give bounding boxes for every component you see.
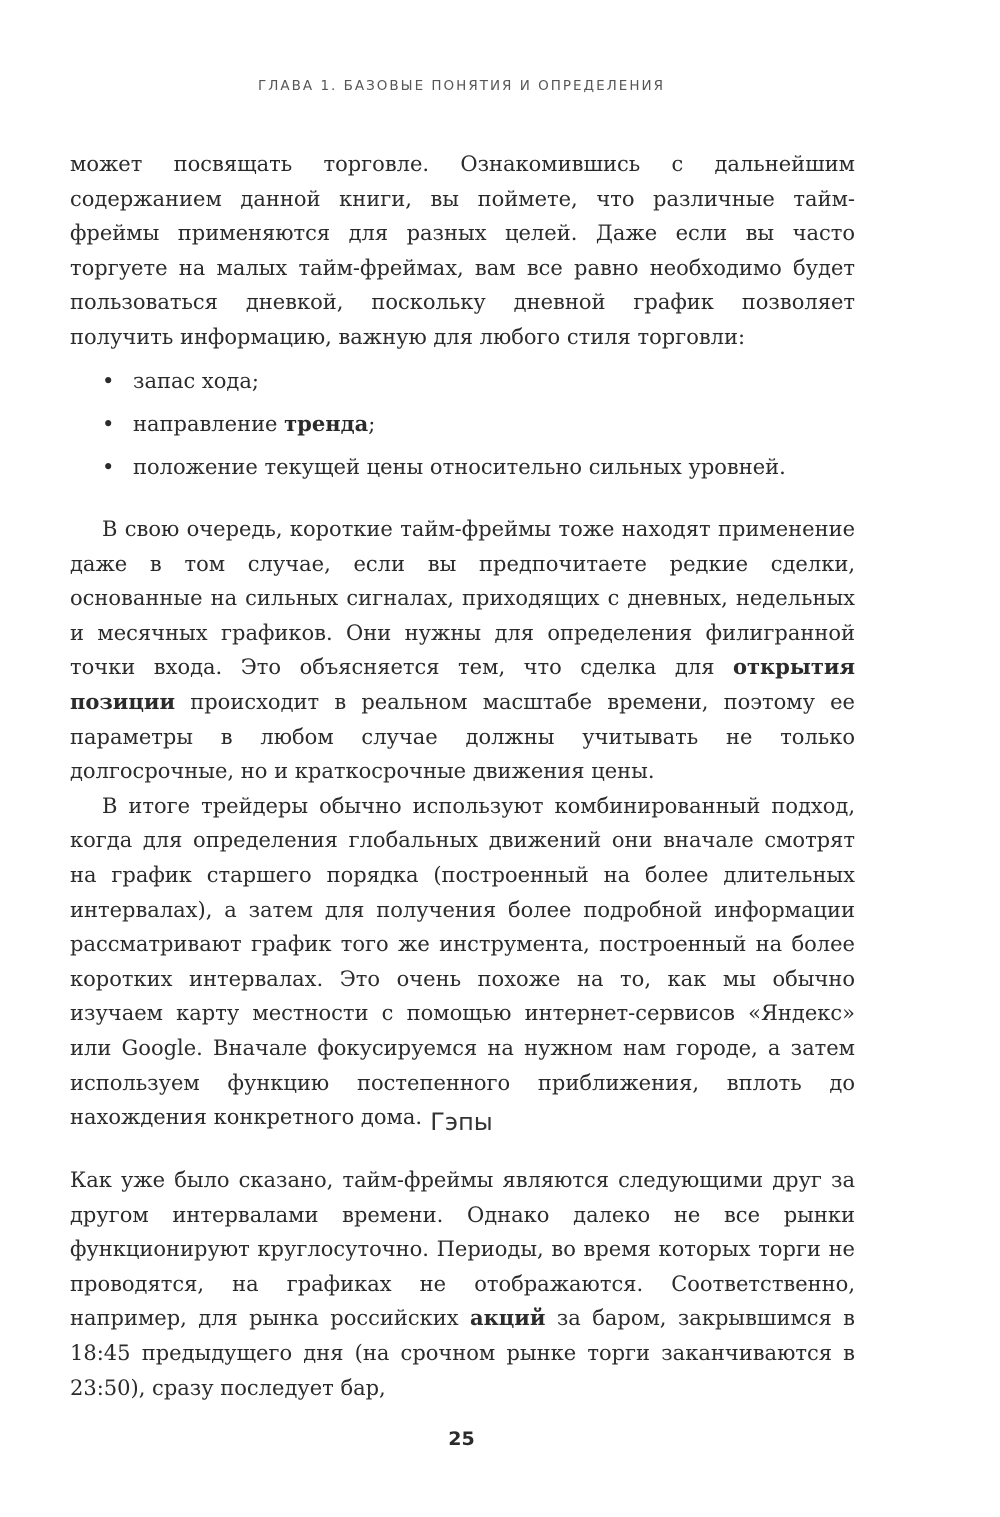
page-number: 25	[448, 1428, 475, 1450]
list-item	[70, 450, 855, 485]
paragraph-text: Как уже было сказано, тайм-фреймы являются следующими друг за другом интервалами времени. Однако далеко не все рынки функционируют круглосуточно. Периоды, во время которых торги не проводятся, на графиках не отображаются. Соответственно, например, для рынка российских	[70, 1168, 855, 1331]
text-block-intro	[70, 147, 855, 493]
bullet-list	[70, 364, 855, 485]
list-item-text: направление	[133, 411, 285, 436]
list-item-text: ;	[368, 411, 376, 436]
list-item-text: запас хода;	[133, 368, 259, 393]
list-item-text: положение текущей цены относительно сильных уровней.	[133, 454, 786, 479]
list-item	[70, 407, 855, 442]
paragraph-short-timeframes	[70, 512, 855, 789]
paragraph-text: В свою очередь, короткие тайм-фреймы тоже находят применение даже в том случае, если вы предпочитаете редкие сделки, основанные на сильных сигналах, приходящих с дневных, недельных и месячных графиков. Они нужны для определения филигранной точки входа. Это объясняется тем, что сделка для	[70, 517, 855, 680]
list-item	[70, 364, 855, 399]
term-stocks: акций	[470, 1305, 546, 1331]
bullet-icon: •	[102, 454, 115, 479]
term-open-position: открытия позиции	[70, 654, 855, 714]
bullet-icon: •	[102, 368, 115, 393]
paragraph-text: за баром, закрывшимся в 18:45 предыдущего дня (на срочном рынке торги заканчиваются в 23:50), сразу последует бар,	[70, 1306, 855, 1400]
running-header: ГЛАВА 1. БАЗОВЫЕ ПОНЯТИЯ И ОПРЕДЕЛЕНИЯ	[258, 78, 665, 94]
section-title: Гэпы	[430, 1108, 493, 1136]
term-trend: тренда	[284, 410, 369, 436]
intro-paragraph: может посвящать торговле. Ознакомившись с дальнейшим содержанием данной книги, вы поймете, что различные тайм-фреймы применяются для разных целей. Даже если вы часто торгуете на малых тайм-фреймах, вам все равно необходимо будет пользоваться дневкой, поскольку дневной график позволяет получить информацию, важную для любого стиля торговли:	[70, 152, 855, 349]
paragraph-text: происходит в реальном масштабе времени, поэтому ее параметры в любом случае должны учитывать не только долгосрочные, но и краткосрочные движения цены.	[70, 689, 855, 784]
bullet-icon: •	[102, 411, 115, 436]
paragraph-combined-approach: В итоге трейдеры обычно используют комбинированный подход, когда для определения глобальных движений они вначале смотрят на график старшего порядка (построенный на более длительных интервалах), а затем для получения более подробной информации рассматривают график того же инструмента, построенный на более коротких интервалах. Это очень похоже на то, как мы обычно изучаем карту местности с помощью интернет-сервисов «Яндекс» или Google. Вначале фокусируемся на нужном нам городе, а затем используем функцию постепенного приближения, вплоть до нахождения конкретного дома.	[70, 793, 855, 1130]
text-block-main	[70, 512, 855, 1135]
text-block-gaps	[70, 1163, 855, 1405]
paragraph-gaps	[70, 1163, 855, 1405]
